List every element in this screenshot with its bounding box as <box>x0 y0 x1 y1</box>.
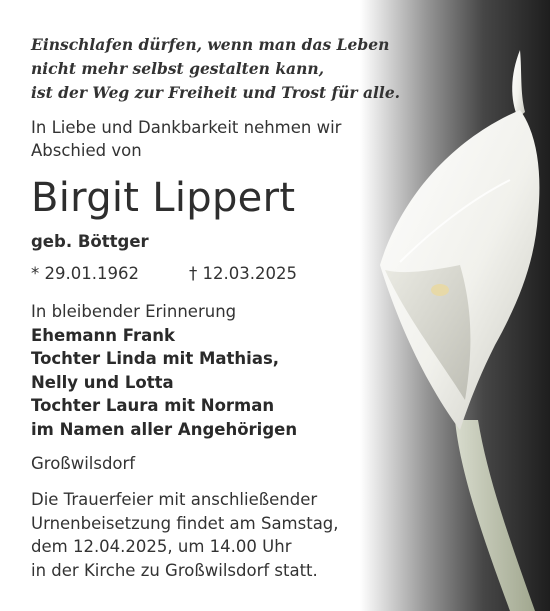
mourners-list <box>31 300 297 441</box>
place-name: Großwilsdorf <box>31 454 136 473</box>
ceremony-line: dem 12.04.2025, um 14.00 Uhr <box>31 537 292 556</box>
mourner-line: Nelly und Lotta <box>31 372 174 392</box>
mourners-heading: In bleibender Erinnerung <box>31 302 237 321</box>
mourner-line: Tochter Laura mit Norman <box>31 396 275 415</box>
birth-date: * 29.01.1962 <box>31 264 139 283</box>
ceremony-line: in der Kirche zu Großwilsdorf statt. <box>31 560 318 580</box>
quote-line: nicht mehr selbst gestalten kann, <box>31 59 325 78</box>
death-date: † 12.03.2025 <box>189 264 297 283</box>
farewell-intro <box>31 116 341 162</box>
ceremony-line: Urnenbeisetzung findet am Samstag, <box>31 513 339 533</box>
life-dates <box>31 262 297 286</box>
quote-line: Einschlafen dürfen, wenn man das Leben <box>31 35 390 54</box>
mourner-line: im Namen aller Angehörigen <box>31 419 298 439</box>
memorial-quote <box>31 33 400 105</box>
intro-line: Abschied von <box>31 141 142 160</box>
intro-line: In Liebe und Dankbarkeit nehmen wir <box>31 118 342 137</box>
deceased-name: Birgit Lippert <box>31 175 296 221</box>
mourner-line: Ehemann Frank <box>31 325 175 345</box>
mourner-line: Tochter Linda mit Mathias, <box>31 349 280 368</box>
quote-line: ist der Weg zur Freiheit und Trost für alle. <box>31 83 401 102</box>
funeral-details <box>31 488 339 582</box>
maiden-name: geb. Böttger <box>31 232 149 251</box>
ceremony-line: Die Trauerfeier mit anschließender <box>31 490 318 509</box>
